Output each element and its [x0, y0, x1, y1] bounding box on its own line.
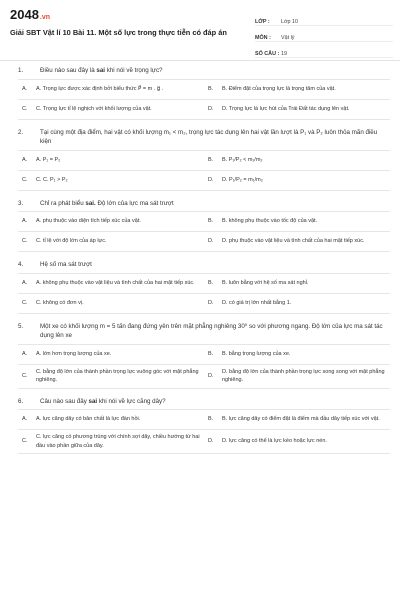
option-letter: A. — [22, 350, 28, 357]
option-text: D. Trọng lực là lực hút của Trái Đất tác dụng lên vật. — [222, 105, 350, 112]
option-text: C. lực căng có phương trùng với chính sợi dây, chiều hướng từ hai đầu vào phần giữa của dây. — [36, 434, 200, 449]
question-text — [40, 397, 390, 407]
meta-row-grade: LỚP : Lớp 10 — [255, 12, 393, 26]
meta-row-count: SỐ CÂU : 19 — [255, 44, 393, 58]
answer-option[interactable] — [204, 430, 390, 454]
option-text: C. C. P₁ > P₂ — [36, 176, 68, 183]
question-stem — [0, 128, 400, 147]
question-block — [0, 66, 400, 120]
option-text: B. lực căng dây có điểm đặt là điểm mà đầu dây tiếp xúc với vật. — [222, 416, 380, 423]
answer-option[interactable] — [204, 212, 390, 232]
option-letter: A. — [22, 218, 28, 225]
answer-option[interactable] — [18, 80, 204, 100]
question-stem — [0, 397, 400, 407]
answer-option[interactable] — [204, 345, 390, 365]
answer-option[interactable] — [204, 80, 390, 100]
option-text: D. bằng độ lớn của thành phần trọng lực song song với mặt phẳng nghiêng. — [222, 368, 385, 383]
option-letter: C. — [22, 238, 28, 245]
page-title: Giải SBT Vật lí 10 Bài 11. Một số lực trong thực tiễn có đáp án — [10, 28, 227, 37]
option-letter: A. — [22, 156, 28, 163]
question-number: 1. — [18, 67, 24, 74]
answer-option[interactable] — [204, 365, 390, 389]
answer-option[interactable] — [18, 365, 204, 389]
question-stem — [0, 199, 400, 209]
question-text — [40, 199, 390, 209]
question-block — [0, 260, 400, 314]
option-text: B. luôn bằng với hệ số ma sát nghỉ. — [222, 279, 309, 286]
question-number: 6. — [18, 397, 24, 405]
option-letter: A. — [22, 85, 28, 92]
question-block — [0, 397, 400, 455]
question-text-part: Độ lớn của lực ma sát trượt — [95, 199, 174, 207]
answer-option[interactable] — [204, 410, 390, 430]
question-text-part: Một xe có khối lượng m = 5 tấn đang đứng yên trên mặt phẳng nghiêng 30⁰ so với phương ngang. Độ lớn của lực ma sát tác dụng lên xe — [40, 322, 383, 339]
question-text-part: sai — [88, 397, 98, 405]
option-text: C. bằng độ lớn của thành phần trọng lực vuông góc với mặt phẳng nghiêng. — [36, 368, 199, 383]
option-letter: D. — [208, 176, 214, 183]
option-text: C. Trọng lực tỉ lệ nghịch với khối lượng của vật. — [36, 105, 152, 112]
answer-option[interactable] — [204, 100, 390, 120]
answer-options — [18, 211, 390, 252]
answer-option[interactable] — [204, 151, 390, 171]
meta-info-box — [255, 12, 393, 60]
answer-options — [18, 273, 390, 314]
answer-option[interactable] — [18, 171, 204, 191]
question-block — [0, 322, 400, 389]
option-text: A. lớn hơn trọng lượng của xe. — [36, 350, 112, 357]
option-letter: D. — [208, 105, 214, 112]
question-number: 3. — [18, 199, 24, 207]
option-text: B. không phụ thuộc vào tốc độ của vật. — [222, 218, 318, 225]
question-stem — [0, 260, 400, 270]
option-text: A. Trọng lực được xác định bởi biểu thức P⃗ = m . g⃗ . — [36, 85, 164, 92]
question-number: 5. — [18, 322, 24, 330]
option-letter: C. — [22, 299, 28, 306]
answer-option[interactable] — [18, 410, 204, 430]
question-block — [0, 128, 400, 191]
option-text: A. phụ thuộc vào diện tích tiếp xúc của vật. — [36, 218, 141, 225]
option-text: A. không phụ thuộc vào vật liệu và tình chất của hai mặt tiếp xúc. — [36, 279, 195, 286]
option-letter: A. — [22, 279, 28, 286]
option-text: A. lực căng dây có bản chất là lực đàn hồi. — [36, 416, 141, 423]
question-text-part: khi nói về trọng lực? — [105, 67, 163, 74]
question-text-part: Câu nào sau đây — [40, 397, 89, 405]
answer-option[interactable] — [204, 294, 390, 314]
question-text — [40, 260, 390, 270]
option-letter: B. — [208, 350, 214, 357]
meta-row-subject: MÔN : Vật lý — [255, 28, 393, 42]
option-text: A. P₁ = P₂ — [36, 156, 61, 163]
option-letter: C. — [22, 372, 28, 379]
option-text: B. Điểm đặt của trọng lực là trọng tâm của vật. — [222, 85, 336, 92]
answer-options — [18, 79, 390, 120]
question-list — [0, 66, 400, 462]
answer-option[interactable] — [204, 171, 390, 191]
option-text: D. phụ thuộc vào vật liệu và tình chất của hai mặt tiếp xúc. — [222, 238, 365, 245]
answer-option[interactable] — [18, 212, 204, 232]
question-text-part: Chỉ ra phát biểu — [40, 199, 86, 207]
question-text-part: sai — [96, 67, 106, 74]
option-letter: B. — [208, 218, 214, 225]
option-letter: C. — [22, 438, 28, 445]
question-text — [40, 322, 390, 341]
option-text: D. lực căng có thể là lực kéo hoặc lực nén. — [222, 438, 327, 445]
option-letter: D. — [208, 299, 214, 306]
answer-option[interactable] — [18, 151, 204, 171]
answer-option[interactable] — [18, 232, 204, 252]
question-number: 4. — [18, 261, 24, 268]
question-text — [40, 66, 390, 76]
question-number: 2. — [18, 128, 24, 136]
answer-options — [18, 409, 390, 454]
option-text: C. tỉ lệ với độ lớn của áp lực. — [36, 238, 107, 245]
question-text-part: Tại cùng một địa điểm, hai vật có khối lượng m₁ < m₂, trọng lực tác dụng lên hai vật lần lượt là P₁ và P₂ luôn thỏa mãn điều kiện — [40, 128, 378, 145]
option-letter: D. — [208, 372, 214, 379]
option-letter: B. — [208, 416, 214, 423]
answer-options — [18, 344, 390, 389]
option-letter: D. — [208, 238, 214, 245]
option-letter: A. — [22, 416, 28, 423]
option-text: B. bằng trọng lượng của xe. — [222, 350, 291, 357]
option-letter: B. — [208, 279, 214, 286]
site-logo[interactable]: 2048.vn — [10, 7, 51, 22]
question-stem — [0, 66, 400, 76]
option-letter: C. — [22, 176, 28, 183]
answer-option[interactable] — [18, 100, 204, 120]
answer-option[interactable] — [18, 430, 204, 454]
option-letter: D. — [208, 438, 214, 445]
question-text-part: Điều nào sau đây là — [40, 67, 97, 74]
question-stem — [0, 322, 400, 341]
question-text-part: sai. — [85, 199, 96, 207]
option-text: C. không có đơn vị. — [36, 299, 84, 306]
question-text-part: Hệ số ma sát trượt — [40, 261, 92, 268]
question-text — [40, 128, 390, 147]
worksheet-header — [0, 0, 400, 61]
answer-option[interactable] — [18, 345, 204, 365]
question-text-part: khi nói về lực căng dây? — [97, 397, 166, 405]
answer-option[interactable] — [18, 294, 204, 314]
answer-option[interactable] — [18, 274, 204, 294]
question-block — [0, 199, 400, 253]
option-letter: B. — [208, 85, 214, 92]
option-letter: B. — [208, 156, 214, 163]
answer-options — [18, 150, 390, 191]
option-text: B. P₁/P₂ < m₁/m₂ — [222, 156, 263, 163]
answer-option[interactable] — [204, 274, 390, 294]
option-letter: C. — [22, 105, 28, 112]
option-text: D. có giá trị lớn nhất bằng 1. — [222, 299, 292, 306]
answer-option[interactable] — [204, 232, 390, 252]
option-text: D. P₁/P₂ = m₁/m₂ — [222, 176, 263, 183]
